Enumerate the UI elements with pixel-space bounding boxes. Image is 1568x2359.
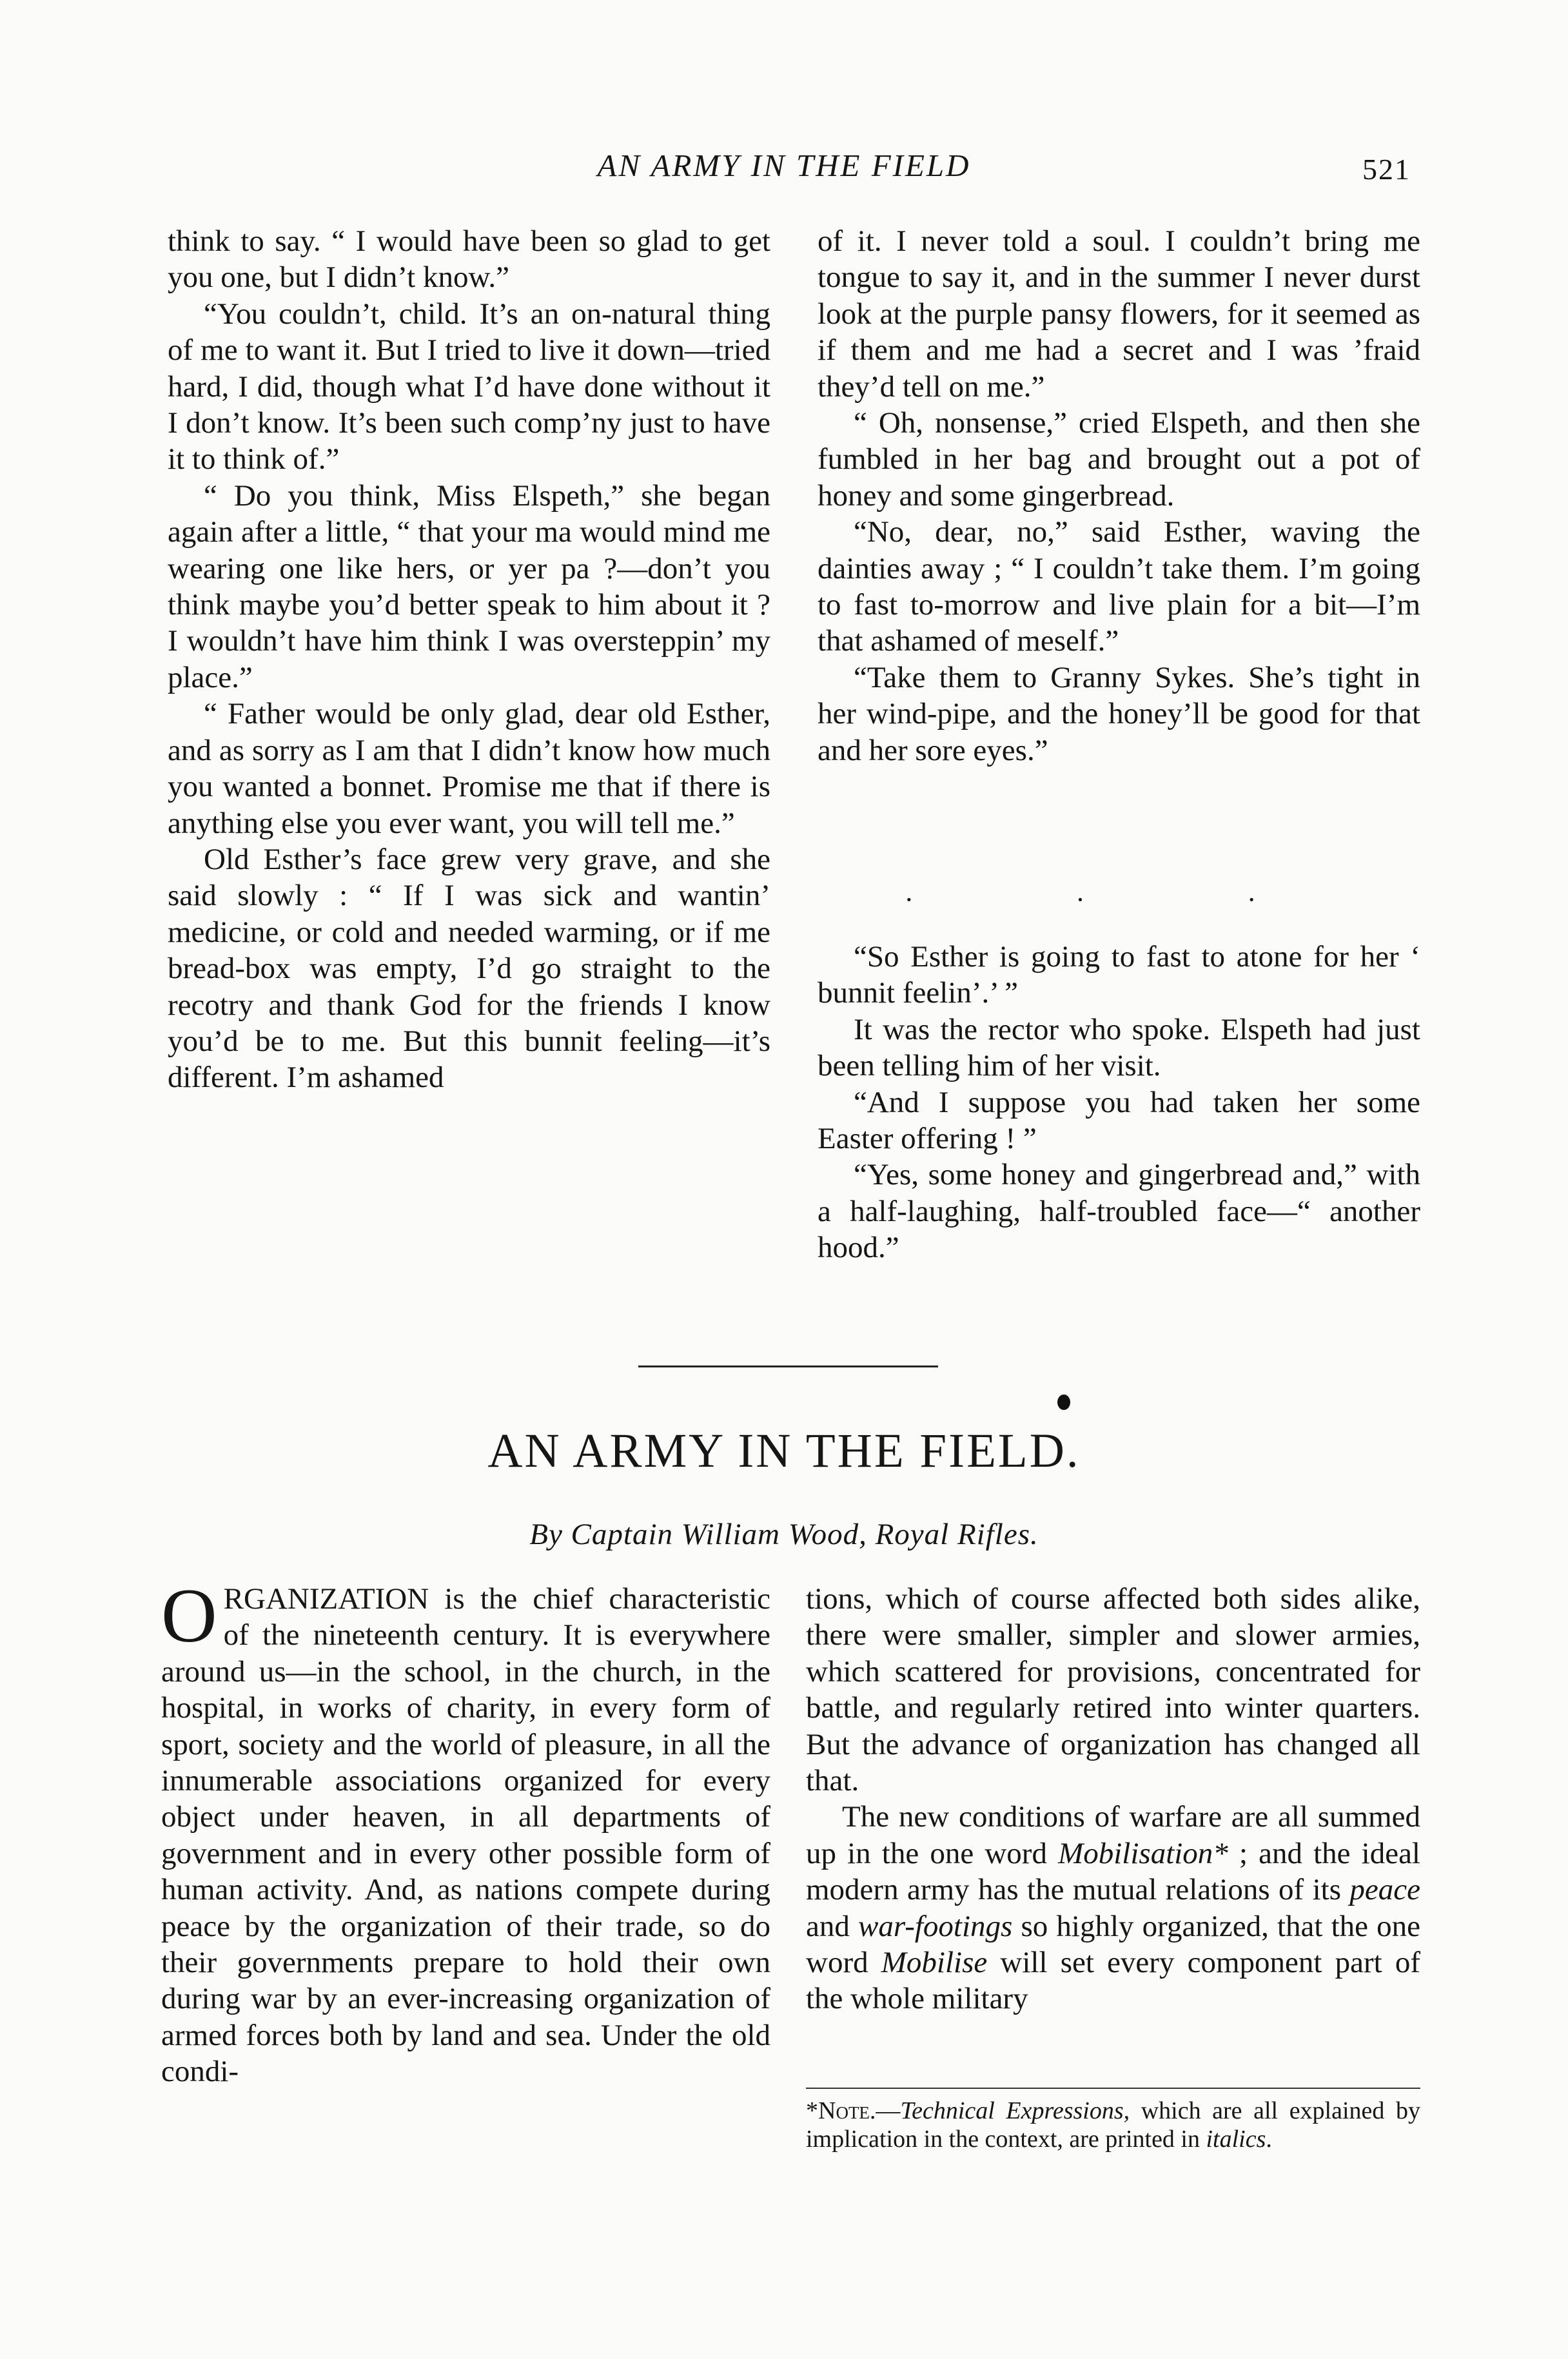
- text-run: ; and the ideal modern army has the mutual relations of its: [806, 1836, 1420, 1907]
- page-number: 521: [1362, 153, 1411, 186]
- article-byline: By Captain William Wood, Royal Rifles.: [529, 1518, 1039, 1551]
- ink-blot: [1057, 1395, 1070, 1410]
- running-title: AN ARMY IN THE FIELD: [597, 148, 971, 183]
- text-run: which are all explained by implication in the context, are printed in: [806, 2097, 1420, 2153]
- text-run: The new conditions of warfare are all summed up in the one word: [806, 1800, 1420, 1870]
- article-opening-text: RGANIZATION is the chief characteristic of the nineteenth century. It is everywhere around us—in the school, in the church, in the hospital, in works of charity, in every form of sport, society and the world of pleasure, in all the innumerable associations organized for every object under heaven, in all departments of government and in every other possible form of human activity. And, as nations compete during peace by the organization of their trade, so do their governments prepare to hold their own during war by an ever-increasing organization of armed forces both by land and sea. Under the old condi-: [161, 1582, 770, 2089]
- text-run: .: [1266, 2126, 1272, 2153]
- story-paragraph: “ Oh, nonsense,” cried Elspeth, and then she fumbled in her bag and brought out a pot of honey and some gingerbread.: [818, 406, 1420, 513]
- story-left-column: [168, 223, 770, 1096]
- article-title: AN ARMY IN THE FIELD.: [487, 1424, 1081, 1478]
- article-paragraph: tions, which of course affected both sides alike, there were smaller, simpler and slower armies, which scattered for provisions, concentrated for battle, and regularly retired into winter quarters. But the advance of organization has changed all that.: [806, 1582, 1420, 1798]
- story-paragraph: “No, dear, no,” said Esther, waving the dainties away ; “ I couldn’t take them. I’m going to fast to-morrow and live plain for a bit—I’m that ashamed of meself.”: [818, 515, 1420, 658]
- story-paragraph: Old Esther’s face grew very grave, and she said slowly : “ If I was sick and wantin’ medicine, or cold and needed warming, or if me bread-box was empty, I’d go straight to the recotry and thank God for the friends I know you’d be to me. But this bunnit feeling—it’s different. I’m ashamed: [168, 842, 770, 1095]
- italic-term: italics: [1206, 2126, 1266, 2153]
- italic-term: Mobilise: [881, 1946, 988, 1980]
- footnote-rule: [806, 2088, 1420, 2089]
- drop-cap: O: [161, 1572, 217, 1658]
- story-paragraph: “ Do you think, Miss Elspeth,” she began again after a little, “ that your ma would mind me wearing one like hers, or yer pa ?—don’t you think maybe you’d better speak to him about it ? I wouldn’t have him think I was oversteppin’ my place.”: [168, 478, 770, 694]
- story-paragraph: “You couldn’t, child. It’s an on-natural thing of me to want it. But I tried to live it down—tried hard, I did, though what I’d have done without it I don’t know. It’s been such comp’ny just to have it to think of.”: [168, 297, 770, 476]
- story-paragraph: of it. I never told a soul. I couldn’t bring me tongue to say it, and in the summer I never durst look at the purple pansy flowers, for it seemed as if them and me had a secret and I was ’fraid they’d tell on me.”: [818, 224, 1420, 404]
- story-paragraph: “So Esther is going to fast to atone for her ‘ bunnit feelin’.’ ”: [818, 940, 1420, 1010]
- text-run: and: [806, 1909, 858, 1943]
- footnote: [806, 2097, 1420, 2153]
- story-right-column: [818, 223, 1420, 768]
- story-paragraph: “Take them to Granny Sykes. She’s tight in her wind-pipe, and the honey’ll be good for that and her sore eyes.”: [818, 660, 1420, 767]
- story-paragraph: think to say. “ I would have been so glad to get you one, but I didn’t know.”: [168, 224, 770, 295]
- story-paragraph: “Yes, some honey and gingerbread and,” with a half-laughing, half-troubled face—“ another hood.”: [818, 1158, 1420, 1265]
- article-paragraph: [161, 1572, 770, 2090]
- footnote-label: *Note.—: [806, 2097, 901, 2124]
- text-run: so highly organized, that the one word: [806, 1909, 1420, 1980]
- italic-term: peace: [1349, 1873, 1420, 1907]
- article-right-column: [806, 1581, 1420, 2017]
- story-paragraph: “And I suppose you had taken her some Easter offering ! ”: [818, 1085, 1420, 1156]
- text-run: will set every component part of the whole military: [806, 1946, 1420, 2016]
- article-left-column: [161, 1572, 770, 2090]
- section-divider-rule: [638, 1365, 938, 1367]
- story-right-column-continued: [818, 939, 1420, 1266]
- italic-term: Mobilisation*: [1058, 1836, 1228, 1870]
- section-break-dots: · · ·: [904, 884, 1334, 915]
- story-paragraph: It was the rector who spoke. Elspeth had just been telling him of her visit.: [818, 1012, 1420, 1083]
- story-paragraph: “ Father would be only glad, dear old Esther, and as sorry as I am that I didn’t know how much you wanted a bonnet. Promise me that if there is anything else you ever want, you will tell me.”: [168, 697, 770, 840]
- italic-term: Technical Expressions,: [900, 2097, 1130, 2124]
- italic-term: war-footings: [858, 1909, 1013, 1943]
- article-paragraph: [806, 1799, 1420, 2017]
